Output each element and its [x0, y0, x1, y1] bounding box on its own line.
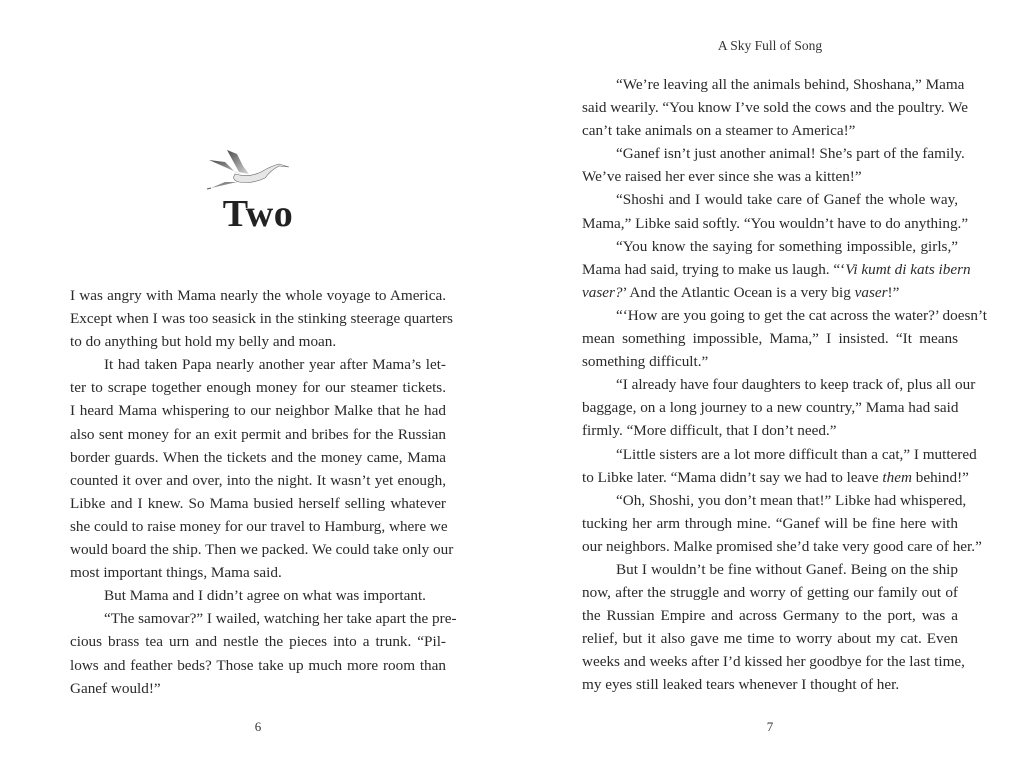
text-line	[582, 281, 958, 304]
text-line: to do anything but hold my belly and moan.	[70, 333, 337, 351]
text-line: Mama,” Libke said softly. “You wouldn’t have to do anything.”	[582, 214, 969, 232]
right-page	[512, 0, 1024, 768]
text-line: weeks and weeks after I’d kissed her goodbye for the last time,	[582, 653, 965, 671]
text-line: “‘How are you going to get the cat across the water?’ doesn’t	[616, 306, 987, 324]
text-line: can’t take animals on a steamer to America!”	[582, 122, 856, 140]
text-line: “The samovar?” I wailed, watching her take apart the pre-	[104, 610, 457, 628]
text-line: “Ganef isn’t just another animal! She’s part of the family.	[616, 145, 965, 163]
text-line: firmly. “More difficult, that I don’t need.”	[582, 422, 837, 440]
text-line: something difficult.”	[582, 353, 709, 371]
text-span: ’ And the Atlantic Ocean is a very big	[622, 283, 855, 301]
text-line: baggage, on a long journey to a new country,” Mama had said	[582, 399, 959, 417]
italic-text: vaser?	[582, 283, 623, 301]
text-line: said wearily. “You know I’ve sold the cows and the poultry. We	[582, 99, 968, 117]
text-line	[582, 466, 969, 489]
text-line: I was angry with Mama nearly the whole voyage to America.	[70, 287, 446, 304]
text-line: the Russian Empire and across Germany to the port, was a	[582, 607, 958, 625]
text-line	[582, 258, 971, 281]
text-line: “Little sisters are a lot more difficult than a cat,” I muttered	[616, 445, 977, 463]
text-line: my eyes still leaked tears whenever I thought of her.	[582, 676, 900, 694]
text-line: Libke and I knew. So Mama busied herself selling whatever	[70, 494, 446, 512]
text-line: We’ve raised her ever since she was a kitten!”	[582, 168, 862, 186]
text-span: !”	[887, 283, 900, 301]
text-line: most important things, Mama said.	[70, 564, 282, 582]
text-line: now, after the struggle and worry of getting our family out of	[582, 584, 958, 602]
text-span: behind!”	[911, 468, 969, 486]
text-line: cious brass tea urn and nestle the pieces into a trunk. “Pil-	[70, 633, 446, 651]
text-line: lows and feather beds? Those take up much more room than	[70, 656, 446, 674]
text-line: tucking her arm through mine. “Ganef will be fine here with	[582, 514, 958, 532]
page-number: 7	[766, 719, 774, 734]
text-line: mean something impossible, Mama,” I insisted. “It means	[582, 330, 958, 348]
text-line: would board the ship. Then we packed. We could take only our	[70, 541, 454, 559]
text-line: our neighbors. Malke promised she’d take very good care of her.”	[582, 537, 982, 555]
text-span: Mama had said, trying to make us laugh. “‘	[582, 260, 846, 278]
text-line: she could to raise money for our travel to Hamburg, where we	[70, 517, 448, 535]
text-line: ter to scrape together enough money for our steamer tickets.	[70, 379, 446, 397]
right-page-body-text	[582, 73, 987, 697]
flying-crane-icon	[205, 148, 295, 194]
text-line: “I already have four daughters to keep track of, plus all our	[616, 376, 976, 394]
italic-text: vaser	[854, 283, 888, 301]
text-line: “Oh, Shoshi, you don’t mean that!” Libke had whispered,	[616, 491, 967, 509]
text-line: Except when I was too seasick in the stinking steerage quarters	[70, 310, 453, 328]
text-line: Ganef would!”	[70, 679, 161, 697]
text-line: “We’re leaving all the animals behind, Shoshana,” Mama	[616, 76, 965, 93]
text-line: relief, but it also gave me time to worry about my cat. Even	[582, 630, 958, 648]
text-line: But Mama and I didn’t agree on what was important.	[104, 587, 426, 605]
text-span: to Libke later. “Mama didn’t say we had to leave	[582, 468, 883, 486]
text-line: border guards. When the tickets and the money came, Mama	[70, 448, 446, 466]
text-line: It had taken Papa nearly another year after Mama’s let-	[104, 356, 446, 374]
text-line: counted it over and over, into the night. It wasn’t yet enough,	[70, 471, 446, 489]
running-head-book-title: A Sky Full of Song	[717, 38, 823, 53]
page-number: 6	[254, 719, 262, 734]
text-line: “You know the saying for something impossible, girls,”	[616, 237, 958, 255]
text-line: I heard Mama whispering to our neighbor Malke that he had	[70, 402, 446, 420]
italic-text: them	[882, 468, 912, 486]
left-page-body-text	[70, 284, 457, 700]
italic-text: Vi kumt di kats ibern	[845, 260, 971, 278]
chapter-title: Two	[222, 193, 294, 235]
text-line: But I wouldn’t be fine without Ganef. Being on the ship	[616, 560, 958, 578]
text-line: also sent money for an exit permit and bribes for the Russian	[70, 425, 446, 443]
text-line: “Shoshi and I would take care of Ganef the whole way,	[616, 191, 958, 209]
